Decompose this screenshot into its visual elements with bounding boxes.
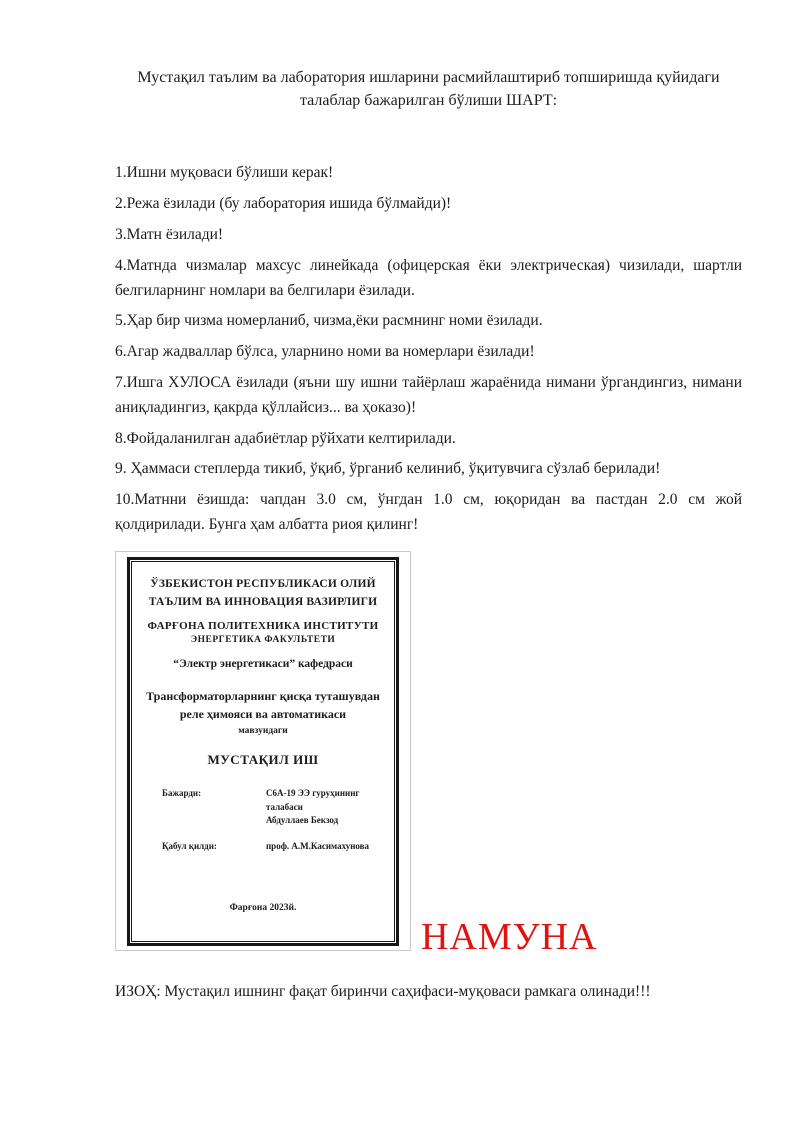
requirement-item-1: 1.Ишни муқоваси бўлиши керак! bbox=[115, 164, 334, 182]
cover-page-frame bbox=[127, 557, 399, 946]
cover-page-image bbox=[115, 551, 411, 951]
cover-performed-row bbox=[140, 787, 386, 828]
cover-accepted-value: проф. А.М.Касимахунова bbox=[266, 840, 370, 851]
sample-stamp: НАМУНА bbox=[421, 915, 598, 958]
cover-performed-value-line1: С6А-19 ЭЭ гуруҳининг талабаси bbox=[266, 788, 360, 812]
cover-performed-label: Бажарди: bbox=[162, 788, 202, 799]
cover-ministry-line2: ТАЪЛИМ ВА ИННОВАЦИЯ ВАЗИРЛИГИ bbox=[148, 595, 378, 608]
requirement-item-5: 5.Ҳар бир чизма номерланиб, чизма,ёки расмнинг номи ёзилади. bbox=[115, 312, 543, 330]
cover-topic-suffix: мавзуидаги bbox=[238, 726, 288, 737]
cover-performed-value-line2: Абдуллаев Бекзод bbox=[266, 815, 339, 826]
document-title-line2: талаблар бажарилган бўлиши ШАРТ: bbox=[299, 92, 558, 110]
requirement-item-9: 9. Ҳаммаси степлерда тикиб, ўқиб, ўрганиб келиниб, ўқитувчига сўзлаб берилади! bbox=[115, 460, 661, 478]
requirement-item-10: 10.Матнни ёзишда: чапдан 3.0 см, ўнгдан 1.0 см, юқоридан ва пастдан 2.0 см жой қолдирилади. Бунга ҳам албатта риоя қилинг! bbox=[115, 491, 742, 533]
cover-sample-section bbox=[115, 551, 742, 958]
cover-performed-value bbox=[266, 787, 380, 828]
cover-accepted-label: Қабул қилди: bbox=[162, 840, 217, 851]
cover-department: “Электр энергетикаси” кафедраси bbox=[173, 658, 353, 671]
cover-topic-line1: Трансформаторларнинг қисқа туташувдан bbox=[146, 689, 380, 704]
document-note: ИЗОҲ: Мустақил ишнинг фақат биринчи саҳифаси-муқоваси рамкага олинади!!! bbox=[115, 982, 651, 1000]
requirement-item-8: 8.Фойдаланилган адабиётлар рўйхати келтирилади. bbox=[115, 429, 456, 447]
cover-institute: ФАРҒОНА ПОЛИТЕХНИКА ИНСТИТУТИ bbox=[147, 620, 379, 633]
requirement-item-4: 4.Матнда чизмалар махсус линейкада (офицерская ёки электрическая) чизилади, шартли белгиларнинг номлари ва белгилари ёзилади. bbox=[115, 256, 742, 299]
requirement-item-7: 7.Ишга ХУЛОСА ёзилади (яъни шу ишни тайёрлаш жараёнида нимани ўргандингиз, нимани аниқладингиз, қакрда қўллайсиз... ва ҳоказо)! bbox=[115, 373, 742, 416]
cover-city-year: Фарғона 2023й. bbox=[229, 902, 297, 913]
cover-work-type: МУСТАҚИЛ ИШ bbox=[207, 752, 319, 768]
cover-ministry bbox=[140, 576, 386, 612]
requirement-item-6: 6.Агар жадваллар бўлса, уларнино номи ва номерлари ёзилади! bbox=[115, 343, 535, 361]
cover-page-frame-inner bbox=[131, 561, 395, 942]
cover-topic-line2: реле ҳимояси ва автоматикаси bbox=[179, 707, 347, 722]
document-title bbox=[115, 66, 742, 112]
requirement-item-3: 3.Матн ёзилади! bbox=[115, 225, 224, 243]
cover-topic bbox=[140, 687, 386, 723]
cover-ministry-line1: ЎЗБЕКИСТОН РЕСПУБЛИКАСИ ОЛИЙ bbox=[150, 577, 376, 590]
cover-faculty: ЭНЕРГЕТИКА ФАКУЛЬТЕТИ bbox=[190, 635, 336, 646]
document-title-line1: Мустақил таълим ва лаборатория ишларини расмийлаштириб топширишда қуйидаги bbox=[137, 69, 720, 86]
requirement-item-2: 2.Режа ёзилади (бу лаборатория ишида бўлмайди)! bbox=[115, 195, 452, 213]
cover-accepted-row bbox=[140, 840, 386, 854]
